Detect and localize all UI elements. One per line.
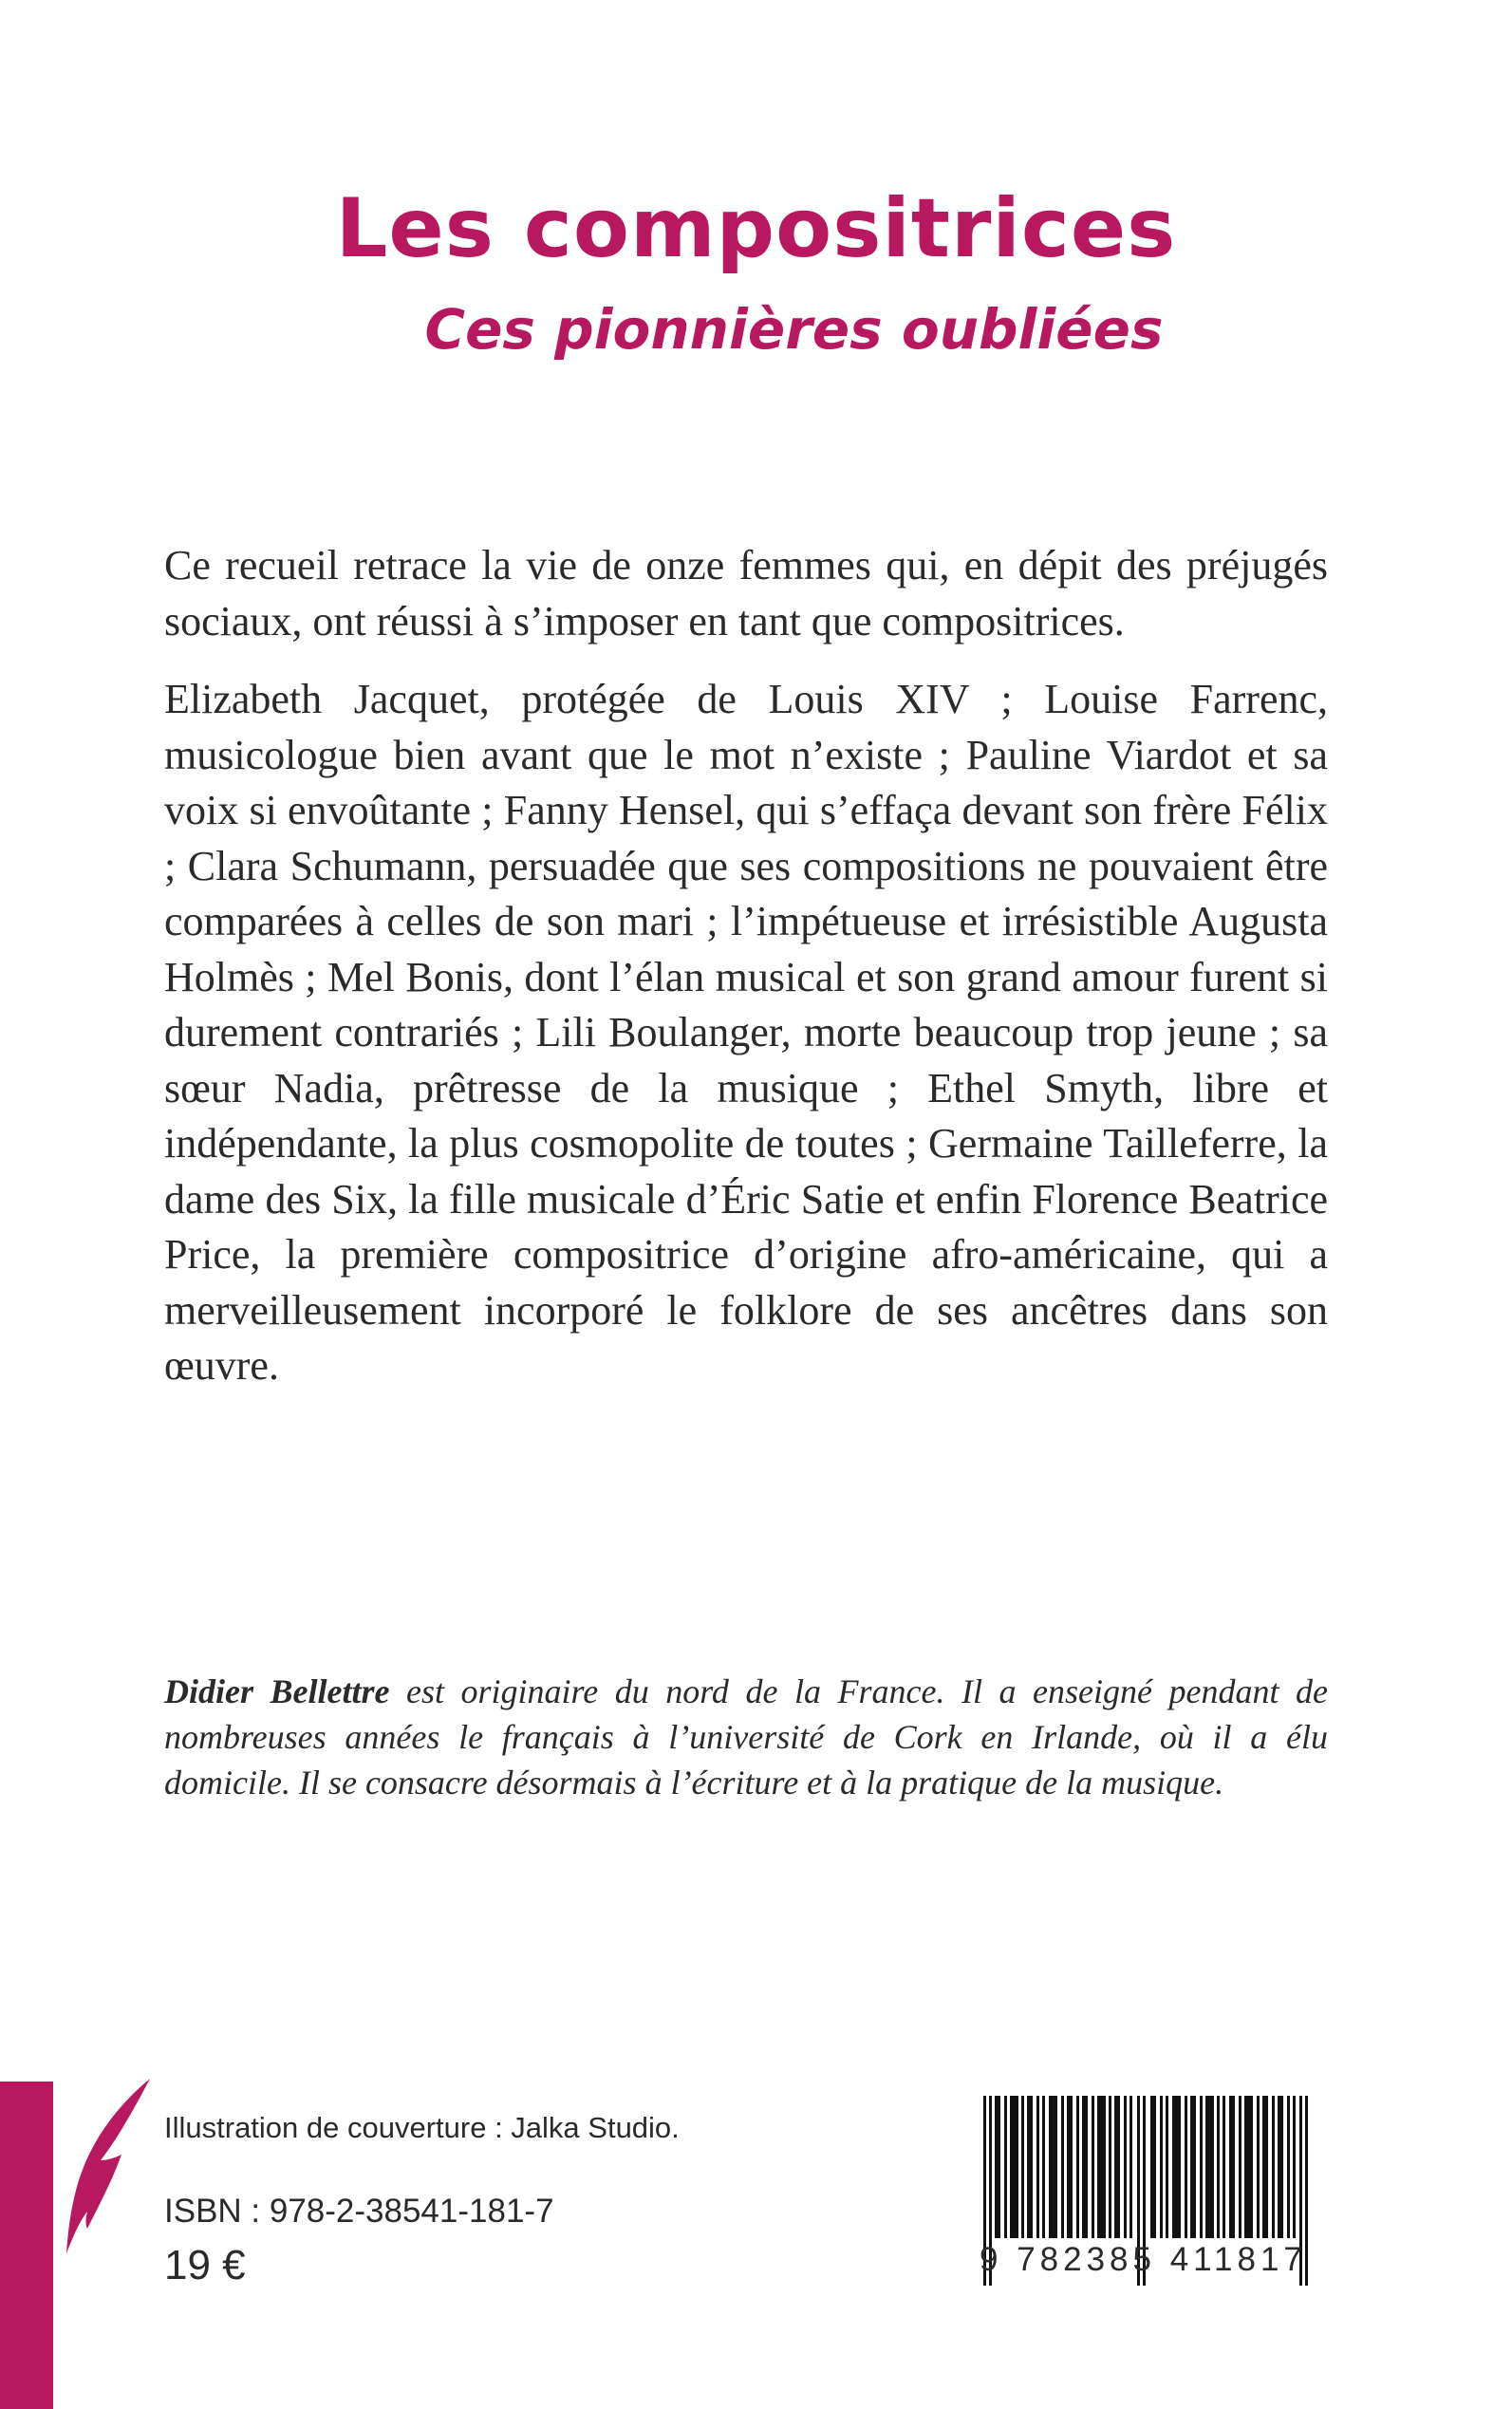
book-title: Les compositrices <box>335 181 1177 276</box>
accent-side-band <box>0 2082 53 2409</box>
barcode-digits: 9 782385 411817 <box>980 2241 1307 2278</box>
quill-icon <box>59 2077 154 2257</box>
back-cover-blurb <box>164 538 1328 1417</box>
blurb-paragraph-composers: Elizabeth Jacquet, protégée de Louis XIV ; Louise Farrenc, musicologue bien avant que le mot n’existe ; Pauline Viardot et sa voix si envoûtante ; Fanny Hensel, qui s’effaça devant son frère Félix ; Clara Schumann, persuadée que ses compositions ne pouvaient être comparées à celles de son mari ; l’impétueuse et irrésistible Augusta Holmès ; Mel Bonis, dont l’élan musical et son grand amour furent si durement contrariés ; Lili Boulanger, morte beaucoup trop jeune ; sa sœur Nadia, prêtresse de la musique ; Ethel Smyth, libre et indépendante, la plus cosmopolite de toutes ; Germaine Tailleferre, la dame des Six, la fille musicale d’Éric Satie et enfin Florence Beatrice Price, la première compositrice d’origine afro-américaine, qui a merveilleusement incorporé le folklore de ses ancêtres dans son œuvre. <box>164 676 1328 1389</box>
isbn-number: ISBN : 978-2-38541-181-7 <box>164 2193 554 2230</box>
illustration-credit: Illustration de couverture : Jalka Studio. <box>164 2111 680 2144</box>
author-bio-text: est originaire du nord de la France. Il a enseigné pendant de nombreuses années le français à l’université de Cork en Irlande, où il a élu domicile. Il se consacre désormais à l’écriture et à la pratique de la musique. <box>164 1672 1328 1802</box>
author-bio <box>164 1669 1328 1805</box>
blurb-paragraph-intro: Ce recueil retrace la vie de onze femmes qui, en dépit des préjugés sociaux, ont réussi à s’imposer en tant que compositrices. <box>164 542 1328 644</box>
book-price: 19 € <box>164 2242 246 2288</box>
author-name: Didier Bellettre <box>164 1672 390 1710</box>
book-subtitle: Ces pionnières oubliées <box>424 297 1164 362</box>
